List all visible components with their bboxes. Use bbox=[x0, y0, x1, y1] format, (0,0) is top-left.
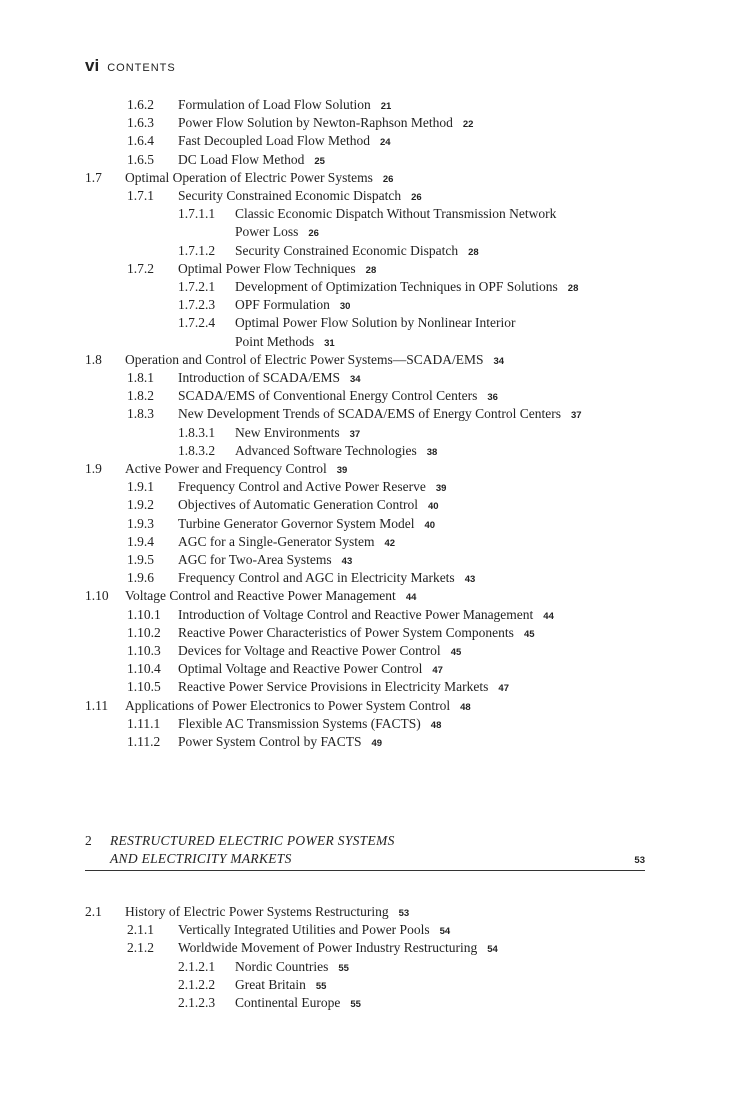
toc-entry-title: DC Load Flow Method 25 bbox=[178, 151, 325, 167]
toc-entry-page: 54 bbox=[487, 944, 498, 956]
toc-entry-number: 1.10.1 bbox=[127, 606, 161, 622]
toc-entry-title: AGC for a Single-Generator System 42 bbox=[178, 533, 396, 549]
toc-entry-title: Worldwide Movement of Power Industry Restructuring 54 bbox=[178, 940, 498, 956]
toc-entry-title: Devices for Voltage and Reactive Power Control 45 bbox=[178, 643, 462, 658]
toc-entry-number: 1.11 bbox=[85, 697, 109, 713]
toc-entry-title: Active Power and Frequency Control 39 bbox=[125, 461, 348, 476]
toc-entry-number: 1.10.4 bbox=[127, 661, 161, 677]
toc-entry-title: Optimal Voltage and Reactive Power Control 47 bbox=[178, 661, 443, 677]
toc-entry-number: 1.8.2 bbox=[127, 388, 154, 404]
toc-entry-number: 1.10.3 bbox=[127, 643, 161, 658]
toc-entry-number: 2.1 bbox=[85, 904, 102, 919]
toc-entry-page: 28 bbox=[468, 246, 479, 258]
toc-entry-title: Development of Optimization Techniques in OPF Solutions 28 bbox=[235, 279, 579, 294]
toc-entry-number: 1.6.5 bbox=[127, 151, 154, 167]
toc-entry-number: 1.8.3 bbox=[127, 406, 154, 422]
toc-entry-page: 28 bbox=[567, 283, 579, 294]
toc-entry-number: 1.7.2.1 bbox=[178, 279, 216, 294]
chapter-number: 2 bbox=[85, 833, 92, 848]
toc-entry-page: 38 bbox=[426, 446, 438, 458]
toc-entry-title: Objectives of Automatic Generation Control 40 bbox=[178, 497, 439, 513]
toc-entry-title: Point Methods 31 bbox=[235, 333, 335, 349]
toc-entry-page: 47 bbox=[498, 683, 509, 695]
toc-entry-title: Introduction of SCADA/EMS 34 bbox=[178, 370, 361, 385]
toc-entry-number: 1.7.1.1 bbox=[178, 206, 216, 222]
toc-entry-page: 44 bbox=[543, 610, 554, 622]
toc-entry-page: 39 bbox=[336, 465, 348, 476]
toc-entry-number: 1.8 bbox=[85, 351, 102, 367]
toc-entry-page: 39 bbox=[435, 483, 447, 495]
toc-entry-page: 54 bbox=[439, 926, 451, 938]
toc-entry-page: 34 bbox=[493, 355, 505, 367]
toc-entry-page: 45 bbox=[523, 628, 535, 640]
toc-entry-number: 1.8.3.2 bbox=[178, 442, 216, 458]
toc-entry-title: New Development Trends of SCADA/EMS of Energy Control Centers 37 bbox=[178, 406, 582, 422]
toc-entry-page: 22 bbox=[462, 119, 474, 131]
toc-entry-page: 48 bbox=[460, 701, 471, 713]
page-number: vi bbox=[85, 56, 100, 75]
toc-entry-number: 1.11.2 bbox=[127, 734, 161, 749]
toc-entry-title: SCADA/EMS of Conventional Energy Control Centers 36 bbox=[178, 388, 498, 404]
toc-entry-page: 34 bbox=[350, 374, 361, 385]
chapter-rule bbox=[85, 870, 645, 871]
toc-entry-number: 2.1.2.1 bbox=[178, 958, 216, 974]
toc-entry-number: 1.10.2 bbox=[127, 624, 161, 640]
toc-entry-title: Power Flow Solution by Newton-Raphson Method 22 bbox=[178, 115, 474, 131]
toc-entry-title: Vertically Integrated Utilities and Power Pools 54 bbox=[178, 922, 451, 938]
toc-entry-page: 49 bbox=[371, 738, 383, 749]
toc-entry-title: Optimal Power Flow Solution by Nonlinear Interior bbox=[235, 315, 516, 331]
toc-entry-page: 25 bbox=[314, 155, 325, 167]
toc-entry-page: 53 bbox=[398, 908, 410, 919]
toc-entry-title: Reactive Power Service Provisions in Electricity Markets 47 bbox=[178, 679, 509, 695]
toc-entry-page: 31 bbox=[324, 337, 335, 349]
toc-entry-number: 1.9 bbox=[85, 461, 102, 476]
toc-entry-number: 2.1.1 bbox=[127, 922, 154, 938]
toc-entry-page: 26 bbox=[382, 173, 394, 185]
toc-entry-page: 40 bbox=[427, 501, 439, 513]
toc-entry-page: 40 bbox=[424, 519, 436, 531]
toc-entry-number: 1.10 bbox=[85, 588, 109, 604]
toc-entry-title: Flexible AC Transmission Systems (FACTS) 48 bbox=[178, 715, 442, 731]
toc-entry-title: Introduction of Voltage Control and Reactive Power Management 44 bbox=[178, 606, 554, 622]
toc-entry-number: 1.9.3 bbox=[127, 515, 154, 531]
toc-entry-number: 1.7.1 bbox=[127, 188, 154, 203]
toc-entry-page: 55 bbox=[350, 999, 361, 1010]
toc-entry-page: 47 bbox=[432, 665, 443, 677]
toc-entry-number: 1.8.3.1 bbox=[178, 424, 216, 440]
toc-entry-number: 2.1.2.3 bbox=[178, 995, 216, 1010]
toc-entry-page: 21 bbox=[380, 101, 392, 112]
toc-entry-title: Security Constrained Economic Dispatch 26 bbox=[178, 188, 422, 203]
toc-entry-title: AGC for Two-Area Systems 43 bbox=[178, 552, 353, 567]
toc-entry-number: 1.10.5 bbox=[127, 679, 161, 695]
toc-entry-page: 24 bbox=[379, 137, 391, 149]
toc-entry-title: Frequency Control and AGC in Electricity Markets 43 bbox=[178, 570, 476, 586]
toc-entry-page: 30 bbox=[339, 301, 351, 313]
toc-entry-title: Nordic Countries 55 bbox=[235, 958, 349, 974]
toc-entry-page: 26 bbox=[411, 192, 422, 203]
toc-entry-page: 45 bbox=[450, 647, 462, 658]
toc-entry-page: 36 bbox=[487, 392, 498, 404]
toc-entry-page: 28 bbox=[365, 264, 377, 276]
toc-entry-page: 42 bbox=[384, 537, 396, 549]
toc-entry-number: 1.9.1 bbox=[127, 479, 154, 495]
toc-entry-page: 26 bbox=[308, 228, 319, 240]
toc-entry-page: 37 bbox=[570, 410, 582, 422]
toc-entry-title: Power Loss 26 bbox=[235, 224, 319, 240]
toc-entry-page: 55 bbox=[315, 980, 327, 992]
toc-entry-page: 55 bbox=[338, 962, 349, 974]
toc-entry-page: 43 bbox=[464, 574, 476, 586]
running-header bbox=[85, 56, 176, 76]
toc-entry-title: Fast Decoupled Load Flow Method 24 bbox=[178, 133, 391, 149]
toc-entry-number: 1.7.2 bbox=[127, 260, 154, 276]
toc-entry-page: 43 bbox=[341, 556, 353, 567]
toc-entry-number: 2.1.2.2 bbox=[178, 976, 216, 992]
toc-entry-title: Power System Control by FACTS 49 bbox=[178, 734, 383, 749]
toc-entry-number: 1.7.1.2 bbox=[178, 242, 216, 258]
toc-entry-page: 44 bbox=[405, 592, 417, 604]
toc-entry-number: 1.8.1 bbox=[127, 370, 154, 385]
toc-entry-title: Continental Europe 55 bbox=[235, 995, 361, 1010]
chapter-page: 53 bbox=[634, 855, 645, 866]
toc-entry-number: 1.7.2.3 bbox=[178, 297, 216, 313]
toc-entry-number: 1.11.1 bbox=[127, 715, 161, 731]
toc-entry-title: Reactive Power Characteristics of Power System Components 45 bbox=[178, 624, 535, 640]
toc-entry-title: Applications of Power Electronics to Power System Control 48 bbox=[125, 697, 471, 713]
toc-entry-number: 1.9.6 bbox=[127, 570, 154, 586]
toc-entry-number: 1.7 bbox=[85, 169, 102, 185]
toc-entry-number: 2.1.2 bbox=[127, 940, 154, 956]
toc-entry-title: Optimal Operation of Electric Power Systems 26 bbox=[125, 169, 394, 185]
toc-entry-title: Security Constrained Economic Dispatch 28 bbox=[235, 242, 479, 258]
toc-entry-title: Great Britain 55 bbox=[235, 976, 327, 992]
toc-entry-number: 1.9.2 bbox=[127, 497, 154, 513]
toc-entry-page: 48 bbox=[430, 719, 442, 731]
toc-entry-title: Turbine Generator Governor System Model 40 bbox=[178, 515, 436, 531]
toc-entry-title: Operation and Control of Electric Power Systems—SCADA/EMS 34 bbox=[125, 351, 505, 367]
toc-entry-title: New Environments 37 bbox=[235, 424, 361, 440]
running-head: CONTENTS bbox=[107, 62, 176, 74]
toc-entry-title: Classic Economic Dispatch Without Transmission Network bbox=[235, 206, 557, 222]
chapter-title-line2: AND ELECTRICITY MARKETS bbox=[110, 851, 292, 866]
toc-entry-title: Voltage Control and Reactive Power Management 44 bbox=[125, 588, 417, 604]
toc-entry-number: 1.6.3 bbox=[127, 115, 154, 131]
toc-entry-title: Formulation of Load Flow Solution 21 bbox=[178, 97, 392, 112]
toc-entry-title: OPF Formulation 30 bbox=[235, 297, 351, 313]
toc-entry-title: Advanced Software Technologies 38 bbox=[235, 442, 438, 458]
toc-entry-number: 1.6.2 bbox=[127, 97, 154, 112]
chapter-title-line1: RESTRUCTURED ELECTRIC POWER SYSTEMS bbox=[110, 833, 395, 848]
toc-entry-title: Frequency Control and Active Power Reserve 39 bbox=[178, 479, 447, 495]
toc-entry-number: 1.7.2.4 bbox=[178, 315, 216, 331]
toc-entry-title: History of Electric Power Systems Restructuring 53 bbox=[125, 904, 410, 919]
toc-entry-number: 1.9.4 bbox=[127, 533, 154, 549]
toc-entry-page: 37 bbox=[349, 428, 361, 440]
toc-entry-number: 1.9.5 bbox=[127, 552, 154, 567]
toc-entry-number: 1.6.4 bbox=[127, 133, 154, 149]
toc-entry-title: Optimal Power Flow Techniques 28 bbox=[178, 260, 377, 276]
